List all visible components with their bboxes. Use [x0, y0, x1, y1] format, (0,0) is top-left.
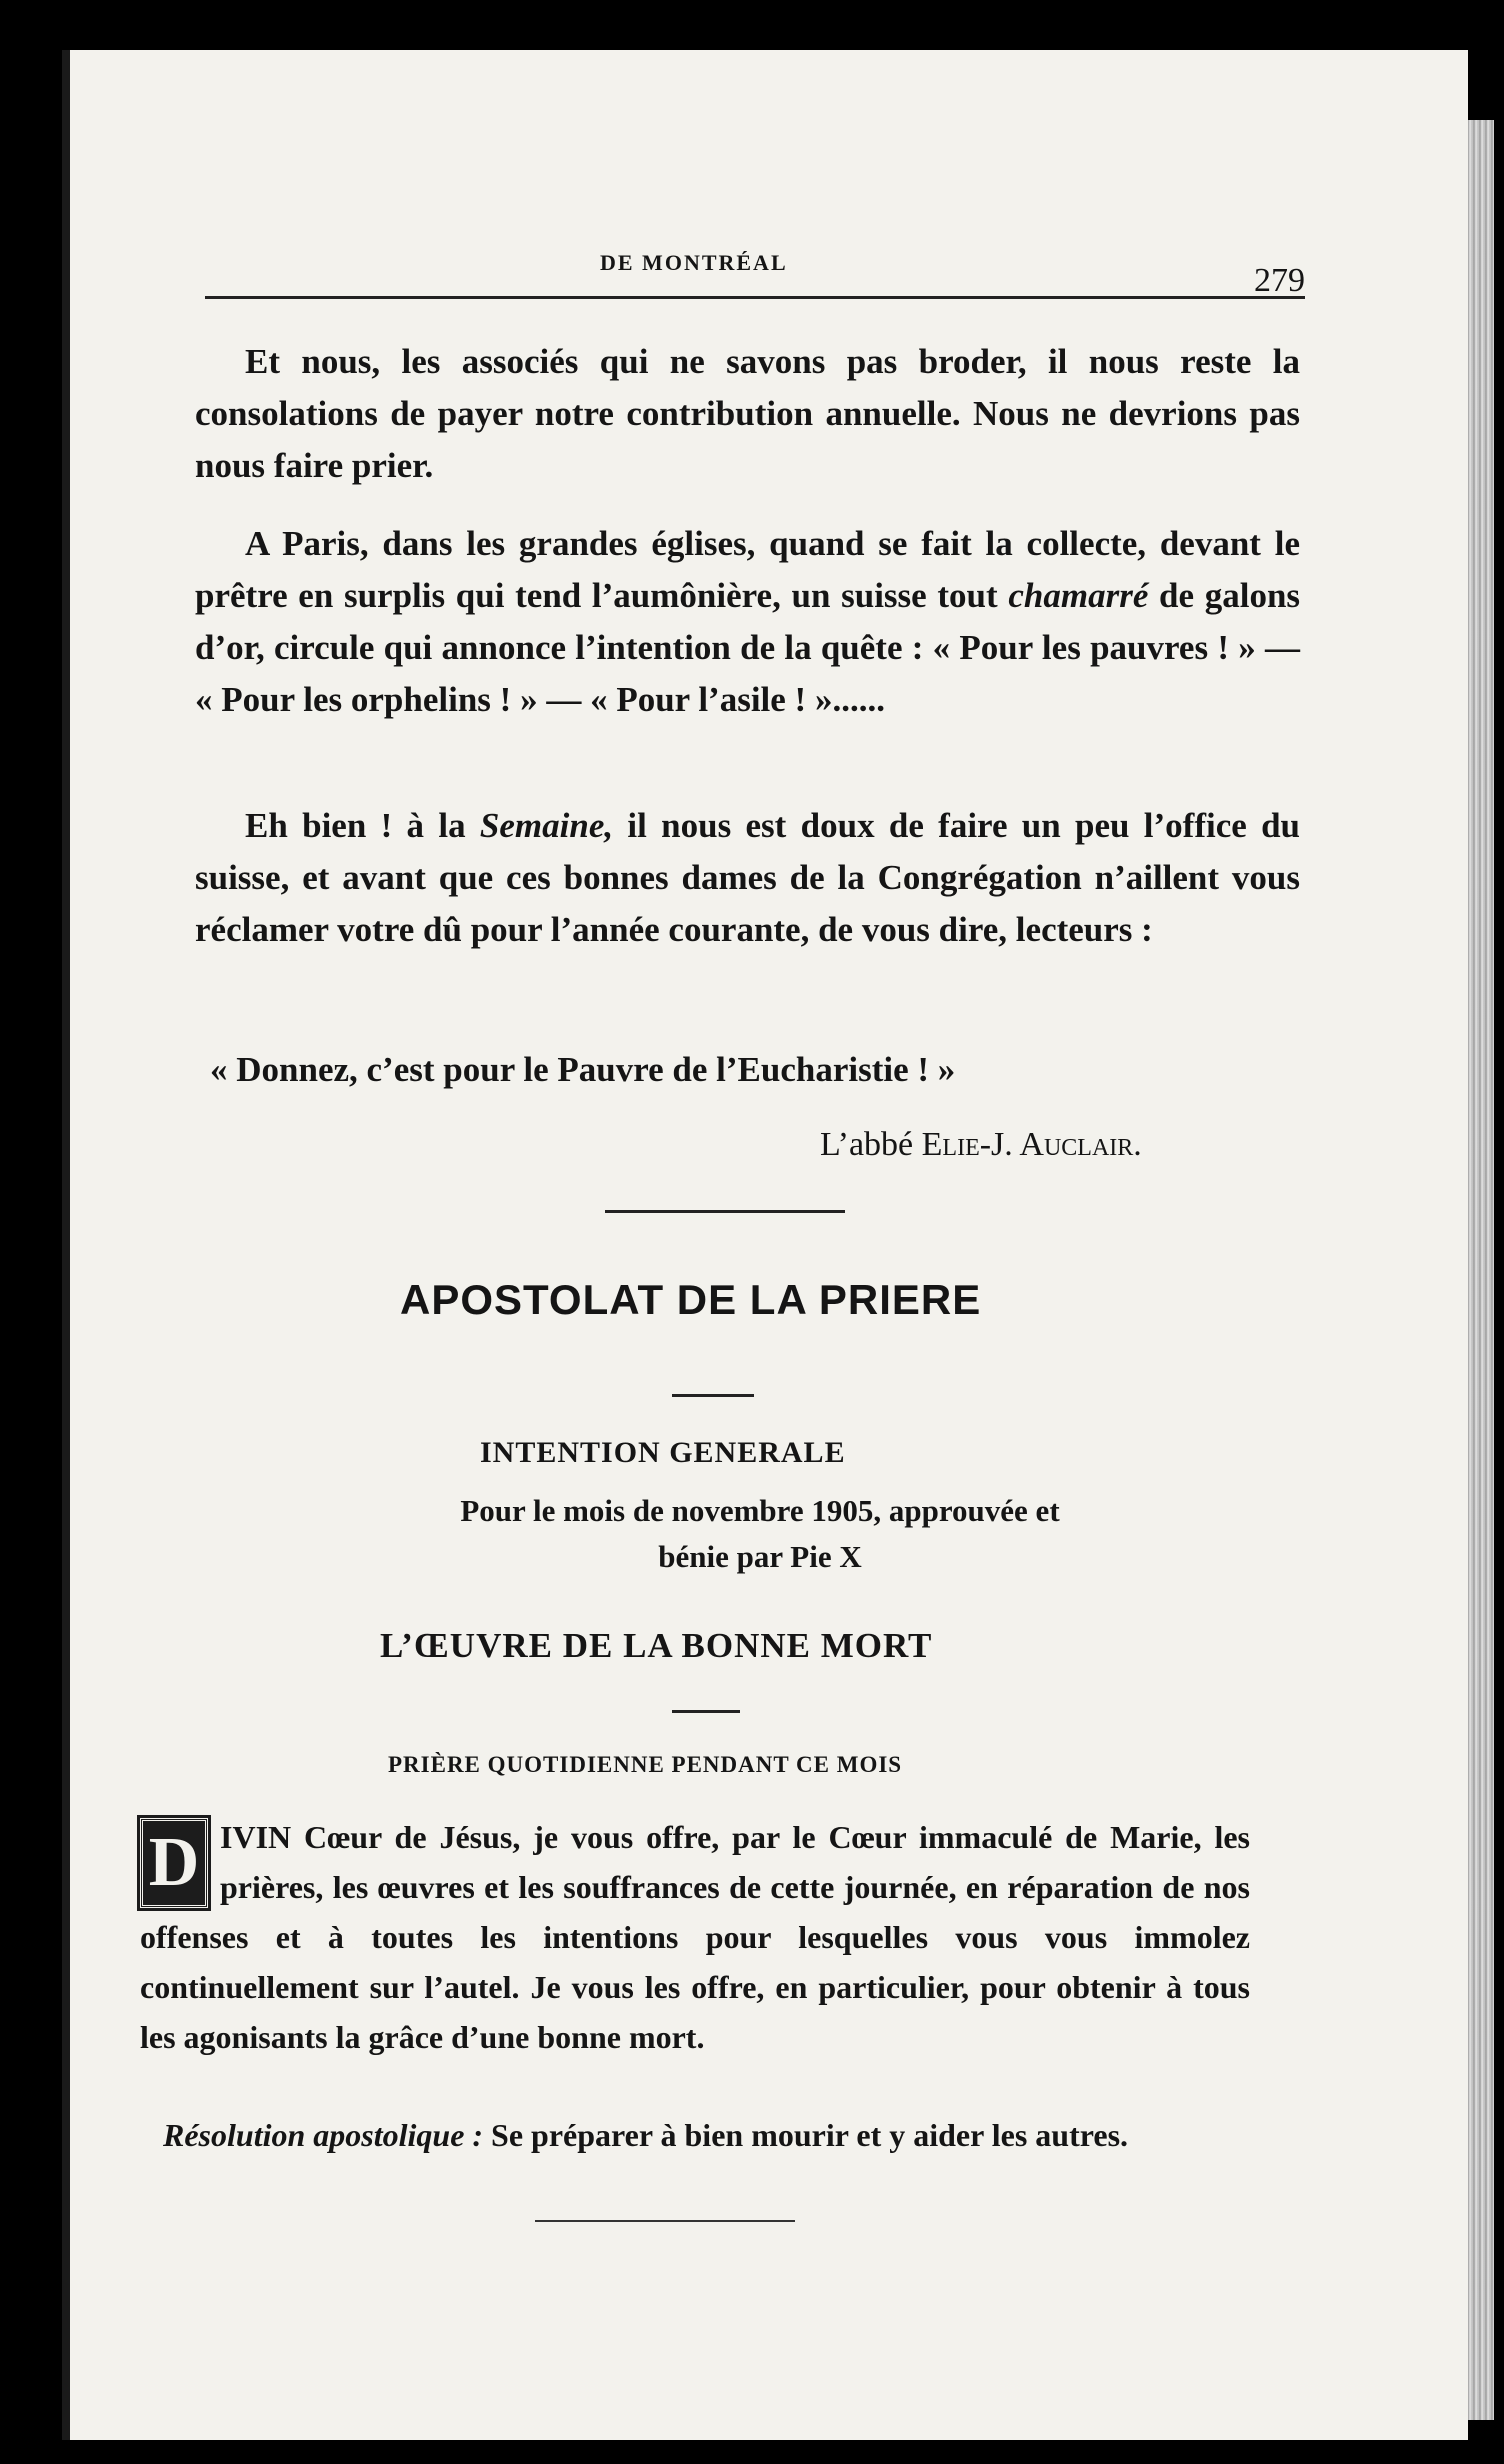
- divider-rule: [605, 1210, 845, 1213]
- paragraph-2: [195, 518, 1300, 726]
- signature: [820, 1126, 1142, 1164]
- resolution: [135, 2110, 1235, 2160]
- running-head: DE MONTRÉAL: [600, 250, 788, 275]
- month-line-2: bénie par Pie X: [658, 1539, 862, 1574]
- paragraph-3-start: Eh bien ! à la: [245, 806, 466, 845]
- paragraph-2-start: A Paris, dans les grandes églises, quand se fait la collecte, devant le prêtre en surplis qui tend l’aumônière, un suisse tout: [195, 524, 1300, 615]
- divider-rule: [672, 1710, 740, 1713]
- signature-prefix: L’abbé: [820, 1126, 914, 1163]
- resolution-text: Se préparer à bien mourir et y aider les autres.: [491, 2117, 1129, 2153]
- prayer-text: IVIN Cœur de Jésus, je vous offre, par le Cœur immaculé de Marie, les prières, les œuvres et les souffrances de cette journée, en réparation de nos offenses et à toutes les intentions pour lesquelles vous vous immolez continuellement sur l’autel. Je vous les offre, en particulier, pour obtenir à tous les agonisants la grâce d’une bonne mort.: [140, 1819, 1250, 2055]
- dropcap: D: [140, 1818, 208, 1908]
- paragraph-1: Et nous, les associés qui ne savons pas broder, il nous reste la consolations de payer notre contribution annuelle. Nous ne devrions pas nous faire prier.: [195, 342, 1300, 485]
- month-line: [320, 1488, 1200, 1580]
- signature-name: Elie-J. Auclair.: [921, 1126, 1142, 1163]
- page-number: 279: [1254, 262, 1305, 299]
- paragraph-2-end: de galons d’or, circule qui annonce l’intention de la quête : « Pour les pauvres ! » — « Pour les orphelins ! » — « Pour l’asile ! »......: [195, 576, 1301, 719]
- paragraph-2-italic: chamarré: [1008, 576, 1149, 615]
- paragraph-3: [195, 800, 1300, 956]
- section-title: APOSTOLAT DE LA PRIERE: [400, 1276, 982, 1323]
- work-title: L’ŒUVRE DE LA BONNE MORT: [380, 1626, 933, 1665]
- paragraph-3-end: il nous est doux de faire un peu l’office du suisse, et avant que ces bonnes dames de la Congrégation n’aillent vous réclamer votre dû pour l’année courante, de vous dire, lecteurs :: [195, 806, 1301, 949]
- prayer-title: PRIÈRE QUOTIDIENNE PENDANT CE MOIS: [388, 1752, 903, 1777]
- scan-background: [0, 0, 1504, 50]
- divider-rule: [672, 1394, 754, 1397]
- divider-rule: [535, 2220, 795, 2222]
- header-rule: [205, 296, 1305, 299]
- quote: « Donnez, c’est pour le Pauvre de l’Eucharistie ! »: [210, 1050, 956, 1089]
- prayer-text-block: [140, 1812, 1250, 2062]
- subsection-title: INTENTION GENERALE: [480, 1436, 846, 1469]
- resolution-label: Résolution apostolique :: [163, 2117, 484, 2153]
- paragraph-3-italic: Semaine,: [479, 806, 614, 845]
- month-line-1: Pour le mois de novembre 1905, approuvée et: [460, 1493, 1060, 1528]
